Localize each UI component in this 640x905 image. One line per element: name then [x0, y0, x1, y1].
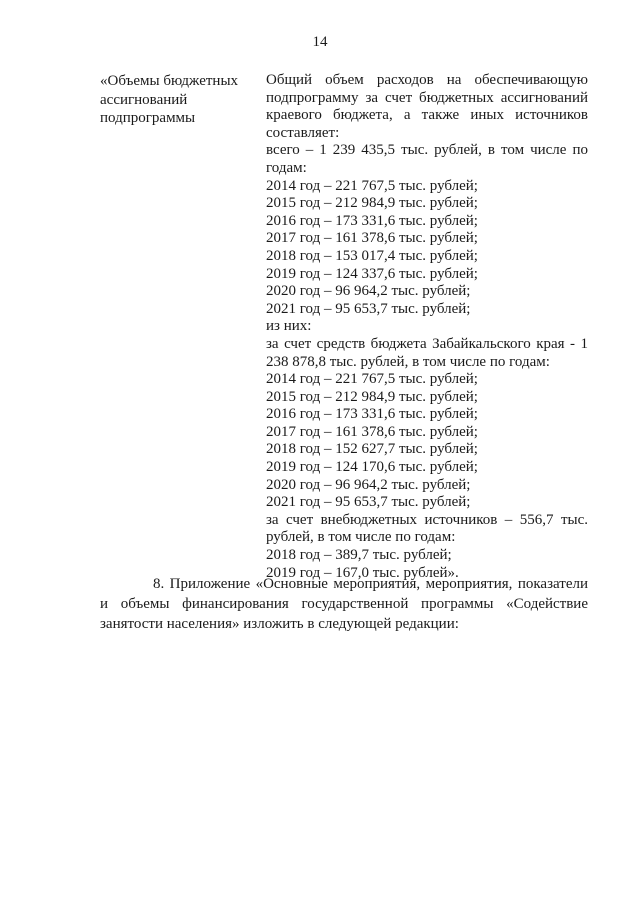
extrabudget-text: за счет внебюджетных источников – 556,7 тыс. рублей, в том числе по годам:: [266, 511, 588, 546]
total-year-line: 2019 год – 124 337,6 тыс. рублей;: [266, 265, 478, 282]
total-year-line: 2014 год – 221 767,5 тыс. рублей;: [266, 177, 478, 194]
regional-year-line: 2015 год – 212 984,9 тыс. рублей;: [266, 388, 478, 405]
item-8-paragraph: 8. Приложение «Основные мероприятия, мероприятия, показатели и объемы финансирования государственной программы «Содействие занятости населения» изложить в следующей редакции:: [100, 576, 588, 632]
regional-year-line: 2018 год – 152 627,7 тыс. рублей;: [266, 441, 478, 458]
extrabudget-year-line: 2018 год – 389,7 тыс. рублей;: [266, 547, 452, 564]
regional-year-line: 2021 год – 95 653,7 тыс. рублей;: [266, 494, 471, 511]
total-year-line: 2020 год – 96 964,2 тыс. рублей;: [266, 283, 471, 300]
intro-text: Общий объем расходов на обеспечивающую подпрограмму за счет бюджетных ассигнований краевого бюджета, а также иных источников составляет:: [266, 72, 588, 141]
extrabudget-year-line: 2019 год – 167,0 тыс. рублей».: [266, 564, 459, 581]
total-year-line: 2017 год – 161 378,6 тыс. рублей;: [266, 230, 478, 247]
total-year-line: 2021 год – 95 653,7 тыс. рублей;: [266, 300, 471, 317]
regional-year-line: 2019 год – 124 170,6 тыс. рублей;: [266, 459, 478, 476]
total-year-line: 2015 год – 212 984,9 тыс. рублей;: [266, 195, 478, 212]
passport-value: [266, 72, 588, 582]
regional-year-line: 2017 год – 161 378,6 тыс. рублей;: [266, 423, 478, 440]
regional-year-line: 2020 год – 96 964,2 тыс. рублей;: [266, 476, 471, 493]
of-which-text: из них:: [266, 318, 312, 335]
page-number: 14: [312, 34, 328, 50]
regional-year-line: 2014 год – 221 767,5 тыс. рублей;: [266, 371, 478, 388]
regional-text: за счет средств бюджета Забайкальского края - 1 238 878,8 тыс. рублей, в том числе по годам:: [266, 335, 588, 370]
total-year-line: 2016 год – 173 331,6 тыс. рублей;: [266, 212, 478, 229]
regional-year-line: 2016 год – 173 331,6 тыс. рублей;: [266, 406, 478, 423]
passport-label: «Объемы бюджетных ассигнований подпрограммы: [100, 73, 239, 127]
total-text: всего – 1 239 435,5 тыс. рублей, в том числе по годам:: [266, 142, 588, 176]
total-year-line: 2018 год – 153 017,4 тыс. рублей;: [266, 247, 478, 264]
